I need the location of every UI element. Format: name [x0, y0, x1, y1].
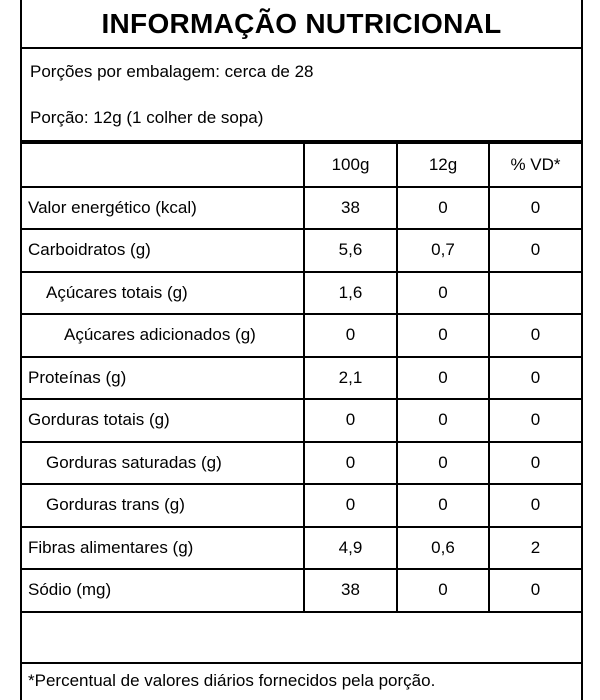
label-title: INFORMAÇÃO NUTRICIONAL — [22, 0, 581, 49]
value-per-100g: 5,6 — [304, 229, 397, 272]
table-row — [22, 357, 581, 400]
value-per-portion: 0 — [397, 314, 489, 357]
value-vd: 0 — [489, 569, 581, 612]
servings-per-package: Porções por embalagem: cerca de 28 — [30, 62, 314, 81]
column-header-100g: 100g — [304, 144, 397, 187]
value-per-portion: 0 — [397, 357, 489, 400]
value-per-100g: 1,6 — [304, 272, 397, 315]
value-per-100g: 0 — [304, 442, 397, 485]
header-row — [22, 144, 581, 187]
nutrition-table — [22, 144, 581, 613]
value-vd: 0 — [489, 399, 581, 442]
table-row — [22, 229, 581, 272]
table-row — [22, 272, 581, 315]
nutrient-name: Gorduras saturadas (g) — [22, 442, 304, 485]
nutrient-name: Fibras alimentares (g) — [22, 527, 304, 570]
value-vd: 0 — [489, 187, 581, 230]
nutrient-name: Carboidratos (g) — [22, 229, 304, 272]
value-per-portion: 0 — [397, 484, 489, 527]
nutrient-name: Gorduras totais (g) — [22, 399, 304, 442]
table-row — [22, 484, 581, 527]
value-vd: 0 — [489, 357, 581, 400]
column-header-portion: 12g — [397, 144, 489, 187]
value-per-100g: 38 — [304, 569, 397, 612]
value-vd: 0 — [489, 229, 581, 272]
value-per-portion: 0 — [397, 569, 489, 612]
footnote: *Percentual de valores diários fornecidos pela porção. — [22, 662, 581, 700]
value-per-100g: 4,9 — [304, 527, 397, 570]
value-per-100g: 38 — [304, 187, 397, 230]
value-vd: 0 — [489, 442, 581, 485]
value-vd — [489, 272, 581, 315]
value-per-portion: 0 — [397, 442, 489, 485]
value-per-portion: 0,7 — [397, 229, 489, 272]
value-vd: 2 — [489, 527, 581, 570]
nutrient-name: Gorduras trans (g) — [22, 484, 304, 527]
value-per-100g: 0 — [304, 399, 397, 442]
value-vd: 0 — [489, 314, 581, 357]
nutrient-name: Valor energético (kcal) — [22, 187, 304, 230]
nutrient-name: Proteínas (g) — [22, 357, 304, 400]
value-per-portion: 0 — [397, 272, 489, 315]
value-per-portion: 0 — [397, 187, 489, 230]
value-per-100g: 0 — [304, 314, 397, 357]
table-row — [22, 442, 581, 485]
value-per-100g: 0 — [304, 484, 397, 527]
column-header-vd: % VD* — [489, 144, 581, 187]
nutrient-name: Açúcares adicionados (g) — [22, 314, 304, 357]
value-per-portion: 0 — [397, 399, 489, 442]
table-row — [22, 399, 581, 442]
value-vd: 0 — [489, 484, 581, 527]
table-row — [22, 314, 581, 357]
table-row — [22, 527, 581, 570]
table-row — [22, 187, 581, 230]
nutrition-facts-label — [20, 0, 583, 700]
nutrient-name: Açúcares totais (g) — [22, 272, 304, 315]
serving-size: Porção: 12g (1 colher de sopa) — [30, 108, 264, 127]
header-empty-cell — [22, 144, 304, 187]
table-row — [22, 569, 581, 612]
value-per-100g: 2,1 — [304, 357, 397, 400]
value-per-portion: 0,6 — [397, 527, 489, 570]
nutrient-name: Sódio (mg) — [22, 569, 304, 612]
